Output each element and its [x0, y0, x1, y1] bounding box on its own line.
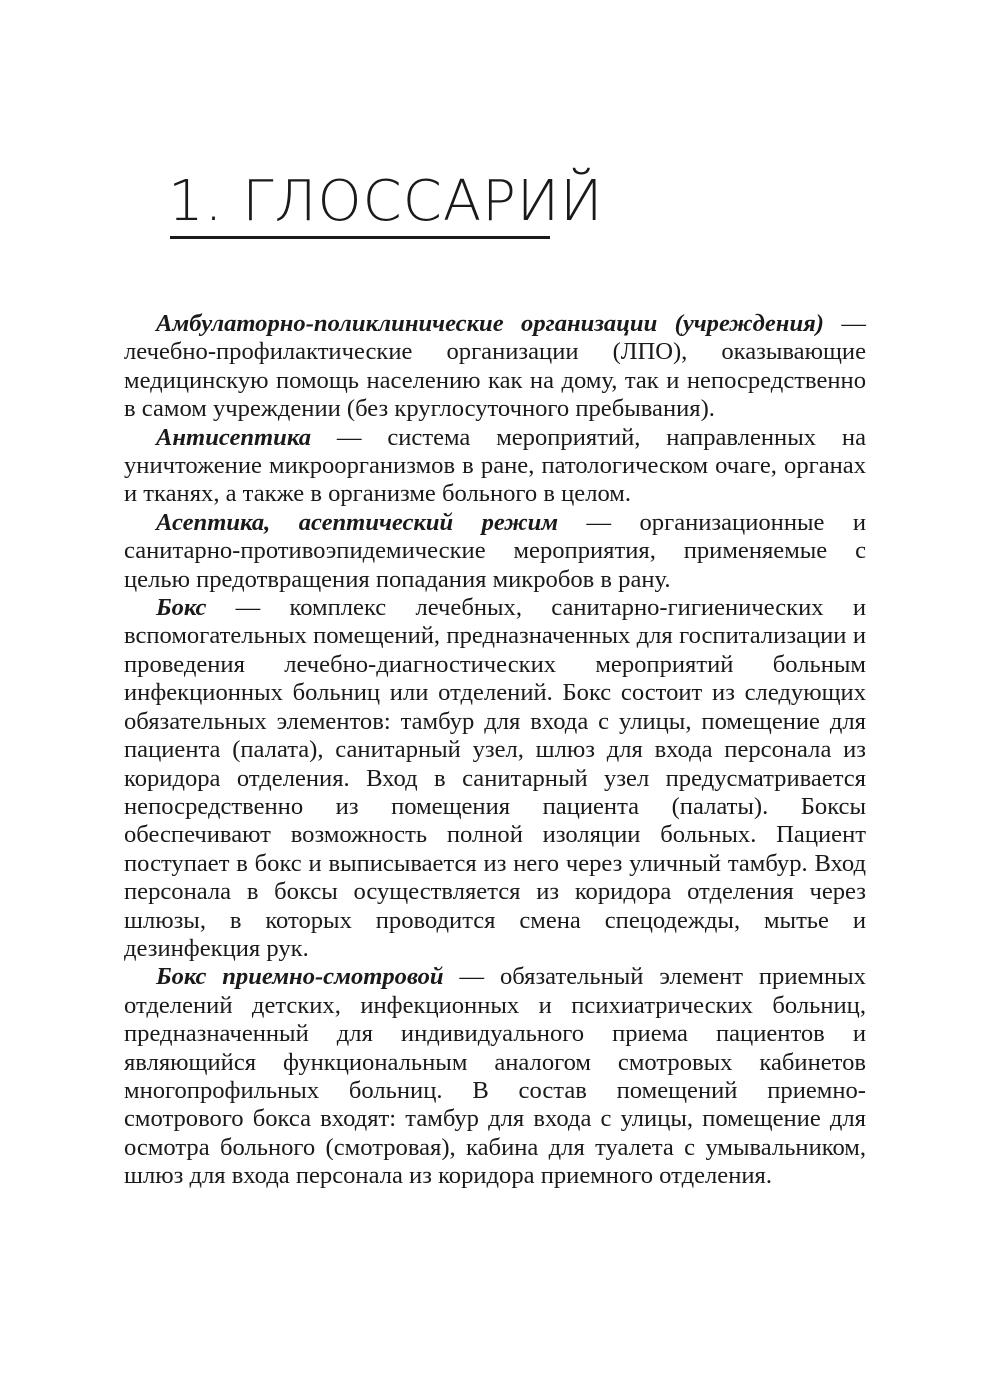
glossary-definition: — лечебно-профилактические организации (ЛПО), оказывающие медицинскую помощь населению как на дому, так и непосредственно в самом учреждении (без круглосуточного пребывания).	[124, 310, 866, 423]
glossary-term: Асептика, асептический режим	[156, 508, 559, 536]
glossary-term: Бокс приемно-смотровой	[156, 963, 444, 991]
glossary-term: Антисептика	[156, 423, 312, 451]
glossary-definition: — система мероприятий, направленных на уничтожение микроорганизмов в ране, патологическом очаге, органах и тканях, а также в организме больного в целом.	[124, 423, 866, 508]
glossary-definition: — комплекс лечебных, санитарно-гигиенических и вспомогательных помещений, предназначенных для госпитализации и проведения лечебно-диагностических мероприятий больным инфекционных больниц или отделений. Бокс состоит из следующих обязательных элементов: тамбур для входа с улицы, помещение для пациента (палата), санитарный узел, шлюз для входа персонала из коридора отделения. Вход в санитарный узел предусматривается непосредственно из помещения пациента (палаты). Боксы обеспечивают возможность полной изоляции больных. Пациент поступает в бокс и выписывается из него через уличный тамбур. Вход персонала в боксы осуществляется из коридора отделения через шлюзы, в которых проводится смена спецодежды, мытье и дезинфекция рук.	[124, 594, 866, 962]
glossary-entry	[124, 963, 866, 1190]
glossary-term: Бокс	[156, 594, 207, 622]
chapter-title: 1. ГЛОССАРИЙ	[168, 169, 604, 234]
glossary-body	[124, 310, 866, 1191]
glossary-entry	[124, 594, 866, 963]
glossary-term: Амбулаторно-поликлинические организации (учреждения)	[156, 310, 824, 337]
title-underline	[170, 236, 550, 239]
glossary-entry	[124, 424, 866, 509]
glossary-entry	[124, 509, 866, 594]
glossary-definition: — обязательный элемент приемных отделений детских, инфекционных и психиатрических больниц, предназначенный для индивидуального приема пациентов и являющийся функциональным аналогом смотровых кабинетов многопрофильных больниц. В состав помещений приемно-смотрового бокса входят: тамбур для входа с улицы, помещение для осмотра больного (смотровая), кабина для туалета с умывальником, шлюз для входа персонала из коридора приемного отделения.	[124, 963, 866, 1190]
glossary-definition: — организационные и санитарно-противоэпидемические мероприятия, применяемые с целью предотвращения попадания микробов в рану.	[124, 508, 866, 593]
glossary-entry	[124, 310, 866, 424]
